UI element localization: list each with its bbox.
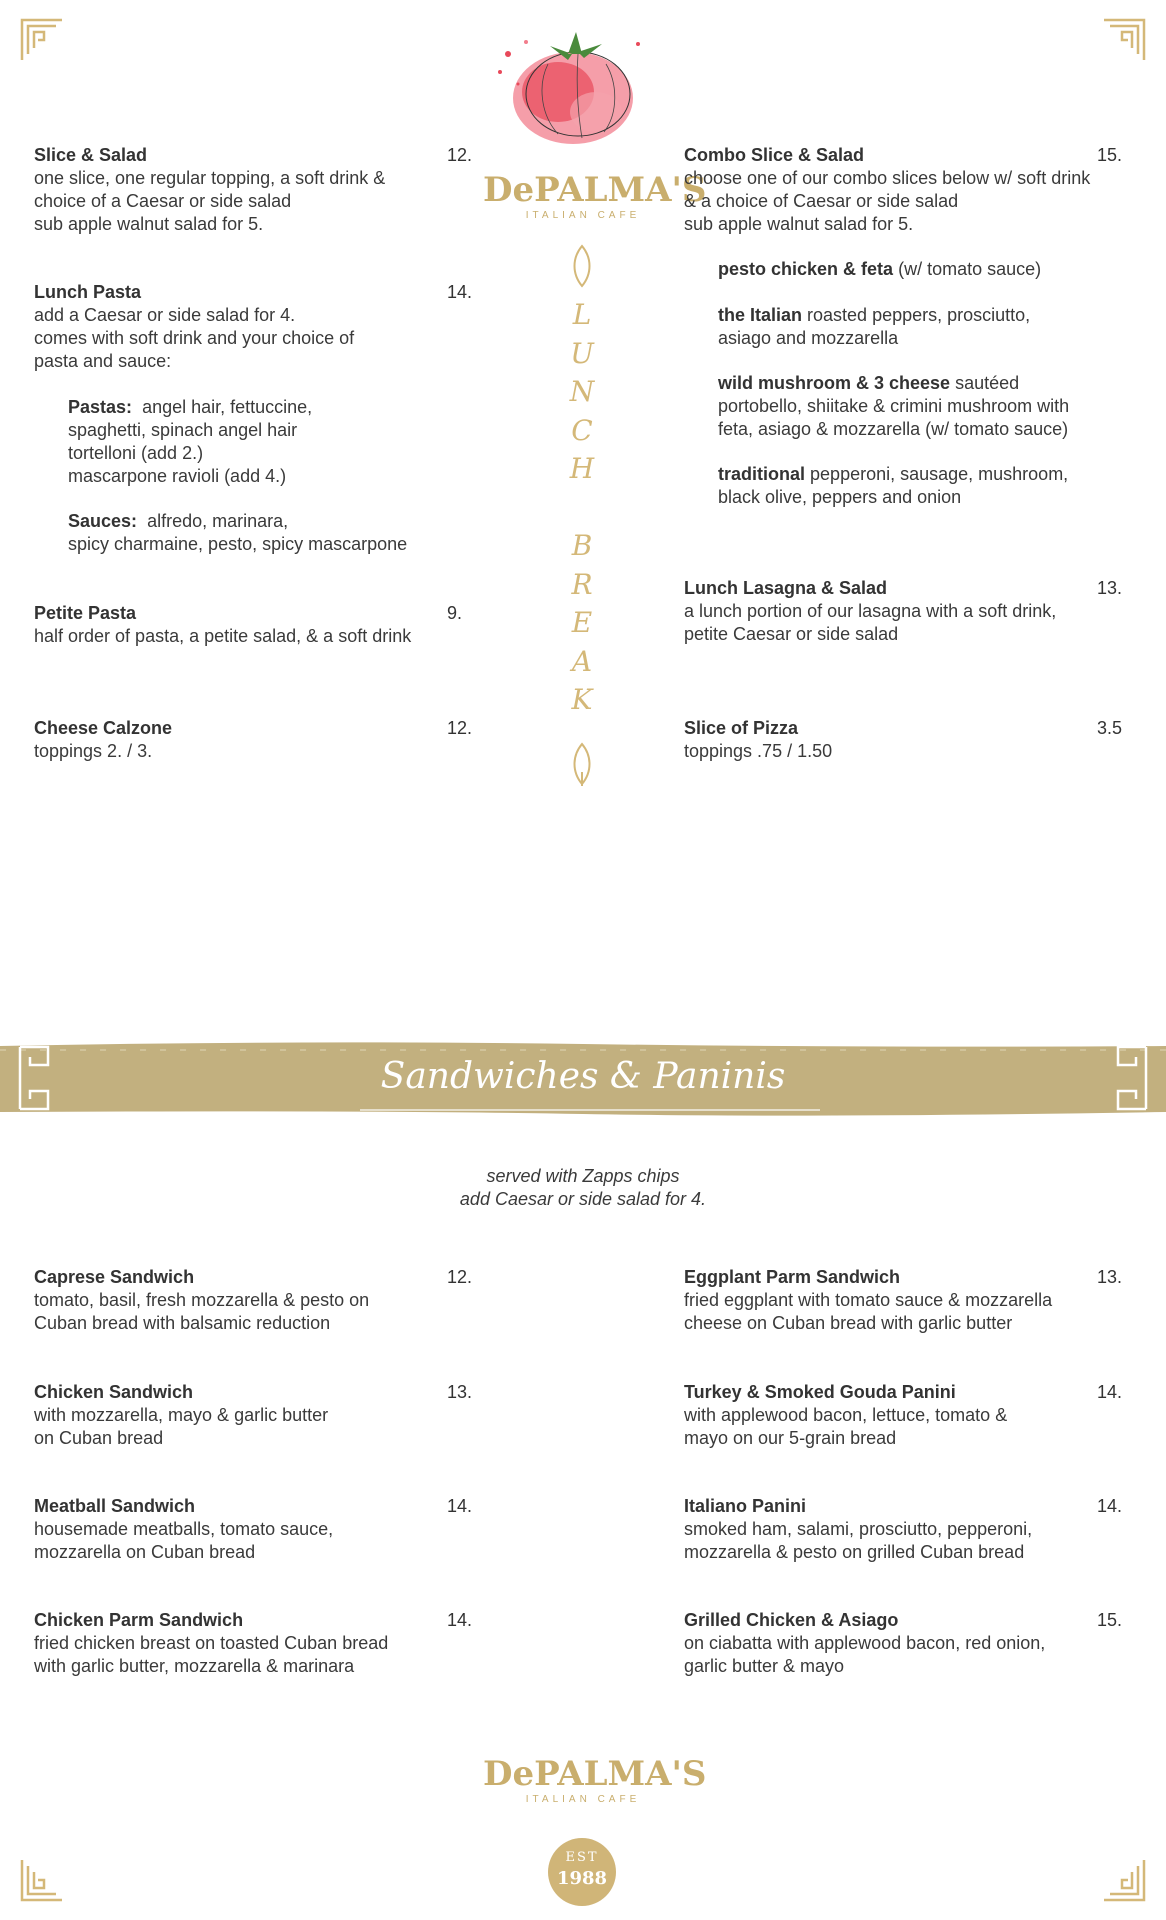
pasta-options <box>68 396 468 488</box>
vertical-title-letter: R <box>571 567 593 601</box>
item-name: Lunch Lasagna & Salad <box>684 578 888 598</box>
corner-ornament-bottom-right <box>1102 1858 1146 1902</box>
menu-item-italiano-panini <box>684 1495 1122 1564</box>
item-desc: mozzarella & pesto on grilled Cuban bread <box>684 1542 1025 1562</box>
item-price: 14. <box>1096 1496 1122 1516</box>
vertical-title-letter: U <box>570 336 594 370</box>
item-desc: toppings .75 / 1.50 <box>684 741 833 761</box>
combo-desc: (w/ tomato sauce) <box>898 259 1042 279</box>
item-name: Chicken Parm Sandwich <box>34 1610 244 1630</box>
combo-desc: feta, asiago & mozzarella (w/ tomato sauce) <box>718 419 1069 439</box>
pastas-line: tortelloni (add 2.) <box>68 443 204 463</box>
menu-item-turkey-gouda-panini <box>684 1381 1122 1450</box>
item-desc: on Cuban bread <box>34 1428 164 1448</box>
item-price: 12. <box>446 145 472 165</box>
pastas-line: mascarpone ravioli (add 4.) <box>68 466 287 486</box>
flourish-top-icon <box>567 244 597 288</box>
item-desc: toppings 2. / 3. <box>34 741 153 761</box>
sauces-line: spicy charmaine, pesto, spicy mascarpone <box>68 534 408 554</box>
item-desc: Cuban bread with balsamic reduction <box>34 1313 331 1333</box>
item-desc: fried eggplant with tomato sauce & mozzarella <box>684 1290 1053 1310</box>
combo-desc: roasted peppers, prosciutto, <box>807 305 1031 325</box>
sauces-label: Sauces: <box>68 511 138 531</box>
item-desc: a lunch portion of our lasagna with a soft drink, <box>684 601 1057 621</box>
item-desc: one slice, one regular topping, a soft drink & <box>34 168 386 188</box>
item-desc: comes with soft drink and your choice of <box>34 328 355 348</box>
item-desc: petite Caesar or side salad <box>684 624 899 644</box>
pastas-line: spaghetti, spinach angel hair <box>68 420 298 440</box>
vertical-title-letter: K <box>571 683 593 716</box>
item-price: 9. <box>446 603 462 623</box>
item-desc: garlic butter & mayo <box>684 1656 845 1676</box>
item-desc: smoked ham, salami, prosciutto, pepperoni, <box>684 1519 1033 1539</box>
item-name: Slice of Pizza <box>684 718 799 738</box>
item-desc: mozzarella on Cuban bread <box>34 1542 256 1562</box>
item-name: Slice & Salad <box>34 145 148 165</box>
item-desc: add a Caesar or side salad for 4. <box>34 305 296 325</box>
vertical-title-letter: A <box>571 644 593 678</box>
menu-item-caprese-sandwich <box>34 1266 472 1335</box>
vertical-title-letter: H <box>569 452 595 485</box>
item-price: 15. <box>1096 145 1122 165</box>
item-desc: mayo on our 5-grain bread <box>684 1428 897 1448</box>
menu-item-eggplant-parm-sandwich <box>684 1266 1122 1335</box>
item-price: 14. <box>446 282 472 302</box>
brand-logo-top <box>483 170 707 221</box>
item-desc: choice of a Caesar or side salad <box>34 191 292 211</box>
vertical-title-letter: N <box>569 375 595 408</box>
item-desc: choose one of our combo slices below w/ soft drink <box>684 168 1091 188</box>
item-price: 15. <box>1096 1610 1122 1630</box>
brand-name: DePALMA'S <box>483 1754 707 1794</box>
item-price: 13. <box>1096 1267 1122 1287</box>
combo-desc: pepperoni, sausage, mushroom, <box>810 464 1069 484</box>
combo-label: the Italian <box>718 305 803 325</box>
vertical-title-gap <box>560 489 604 528</box>
combo-wild-mushroom <box>718 372 1122 441</box>
established-seal <box>548 1838 616 1906</box>
brand-logo-bottom <box>483 1754 707 1805</box>
item-name: Italiano Panini <box>684 1496 807 1516</box>
menu-item-cheese-calzone <box>34 717 472 763</box>
item-desc: cheese on Cuban bread with garlic butter <box>684 1313 1013 1333</box>
vertical-title-letter: E <box>571 606 593 639</box>
item-name: Caprese Sandwich <box>34 1267 195 1287</box>
item-desc: with garlic butter, mozzarella & marinara <box>34 1656 355 1676</box>
menu-item-grilled-chicken-asiago <box>684 1609 1122 1678</box>
brand-tagline: ITALIAN CAFE <box>525 1794 641 1805</box>
corner-ornament-bottom-left <box>20 1858 64 1902</box>
menu-item-lunch-pasta <box>34 281 472 373</box>
combo-the-italian <box>718 304 1122 350</box>
item-price: 14. <box>1096 1382 1122 1402</box>
menu-item-lunch-lasagna <box>684 577 1122 646</box>
item-price: 3.5 <box>1096 718 1122 738</box>
pastas-label: Pastas: <box>68 397 133 417</box>
brand-name: DePALMA'S <box>483 170 707 210</box>
combo-desc: asiago and mozzarella <box>718 328 899 348</box>
item-desc: fried chicken breast on toasted Cuban bread <box>34 1633 389 1653</box>
item-price: 13. <box>446 1382 472 1402</box>
menu-item-petite-pasta <box>34 602 462 648</box>
item-desc: & a choice of Caesar or side salad <box>684 191 959 211</box>
item-price: 14. <box>446 1610 472 1630</box>
combo-desc: sautéed <box>955 373 1020 393</box>
sandwiches-note-1: served with Zapps chips <box>486 1166 680 1186</box>
sandwiches-note-2: add Caesar or side salad for 4. <box>459 1189 707 1209</box>
item-price: 12. <box>446 1267 472 1287</box>
item-desc: with applewood bacon, lettuce, tomato & <box>684 1405 1008 1425</box>
item-name: Petite Pasta <box>34 603 137 623</box>
brand-tagline: ITALIAN CAFE <box>525 210 641 221</box>
item-desc: sub apple walnut salad for 5. <box>684 214 914 234</box>
item-price: 14. <box>446 1496 472 1516</box>
item-price: 13. <box>1096 578 1122 598</box>
combo-pesto-chicken <box>718 258 1122 281</box>
tomato-illustration-icon <box>478 14 668 154</box>
sauce-options <box>68 510 468 556</box>
item-name: Chicken Sandwich <box>34 1382 194 1402</box>
sauces-line: alfredo, marinara, <box>147 511 289 531</box>
sandwiches-section-title: Sandwiches & Paninis <box>380 1056 786 1097</box>
menu-item-meatball-sandwich <box>34 1495 472 1564</box>
item-desc: on ciabatta with applewood bacon, red onion, <box>684 1633 1046 1653</box>
vertical-title-letter: B <box>571 529 593 562</box>
item-desc: sub apple walnut salad for 5. <box>34 214 264 234</box>
menu-item-slice-salad <box>34 144 472 236</box>
item-name: Combo Slice & Salad <box>684 145 865 165</box>
combo-label: pesto chicken & feta <box>718 259 894 279</box>
lunch-break-vertical-title <box>560 296 604 720</box>
menu-item-slice-of-pizza <box>684 717 1122 763</box>
item-desc: pasta and sauce: <box>34 351 172 371</box>
item-desc: half order of pasta, a petite salad, & a soft drink <box>34 626 412 646</box>
menu-item-combo-slice-salad <box>684 144 1122 236</box>
flourish-bottom-icon <box>567 742 597 786</box>
item-name: Cheese Calzone <box>34 718 173 738</box>
combo-desc: portobello, shiitake & crimini mushroom with <box>718 396 1070 416</box>
combo-traditional <box>718 463 1122 509</box>
item-desc: tomato, basil, fresh mozzarella & pesto on <box>34 1290 370 1310</box>
item-name: Eggplant Parm Sandwich <box>684 1267 901 1287</box>
corner-ornament-top-left <box>20 18 64 62</box>
seal-est-label: EST <box>565 1850 599 1865</box>
combo-desc: black olive, peppers and onion <box>718 487 962 507</box>
item-name: Meatball Sandwich <box>34 1496 196 1516</box>
pastas-line: angel hair, fettuccine, <box>142 397 313 417</box>
item-desc: with mozzarella, mayo & garlic butter <box>34 1405 329 1425</box>
vertical-title-letter: L <box>572 298 592 331</box>
corner-ornament-top-right <box>1102 18 1146 62</box>
combo-label: wild mushroom & 3 cheese <box>718 373 951 393</box>
menu-item-chicken-sandwich <box>34 1381 472 1450</box>
menu-item-chicken-parm-sandwich <box>34 1609 472 1678</box>
seal-year: 1988 <box>556 1868 608 1889</box>
item-name: Grilled Chicken & Asiago <box>684 1610 899 1630</box>
item-name: Turkey & Smoked Gouda Panini <box>684 1382 956 1402</box>
item-desc: housemade meatballs, tomato sauce, <box>34 1519 334 1539</box>
vertical-title-letter: C <box>571 413 593 447</box>
combo-label: traditional <box>718 464 806 484</box>
item-name: Lunch Pasta <box>34 282 142 302</box>
item-price: 12. <box>446 718 472 738</box>
